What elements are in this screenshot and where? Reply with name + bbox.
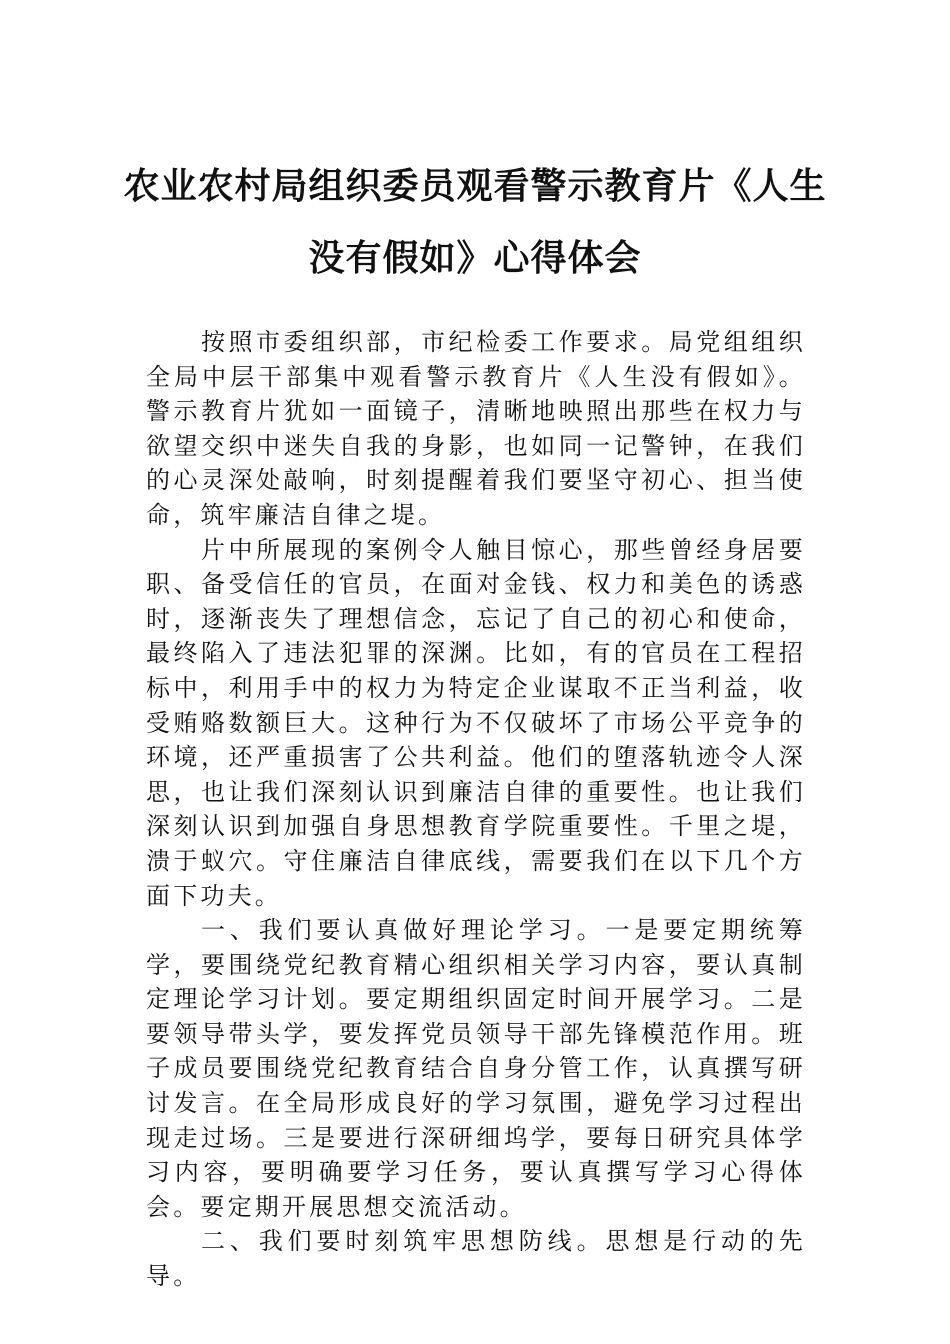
paragraph-cases: 片中所展现的案例令人触目惊心，那些曾经身居要职、备受信任的官员，在面对金钱、权力和美色的诱惑时，逐渐丧失了理想信念，忘记了自己的初心和使命，最终陷入了违法犯罪的深渊。比如，有的官员在工程招标中，利用手中的权力为特定企业谋取不正当利益，收受贿赂数额巨大。这种行为不仅破坏了市场公平竞争的环境，还严重损害了公共利益。他们的堕落轨迹令人深思，也让我们深刻认识到廉洁自律的重要性。也让我们深刻认识到加强自身思想教育学院重要性。千里之堤，溃于蚁穴。守住廉洁自律底线，需要我们在以下几个方面下功夫。	[146, 535, 806, 910]
document-title: 农业农村局组织委员观看警示教育片《人生没有假如》心得体会	[123, 165, 827, 279]
document-body	[146, 325, 806, 1294]
paragraph-ideology-defense: 二、我们要时刻筑牢思想防线。思想是行动的先导。	[146, 1227, 806, 1291]
paragraph-theory-study: 一、我们要认真做好理论学习。一是要定期统筹学，要围绕党纪教育精心组织相关学习内容，要认真制定理论学习计划。要定期组织固定时间开展学习。二是要领导带头学，要发挥党员领导干部先锋模范作用。班子成员要围绕党纪教育结合自身分管工作，认真撰写研讨发言。在全局形成良好的学习氛围，避免学习过程出现走过场。三是要进行深研细坞学，要每日研究具体学习内容，要明确要学习任务，要认真撰写学习心得体会。要定期开展思想交流活动。	[146, 916, 806, 1221]
paragraph-intro: 按照市委组织部，市纪检委工作要求。局党组组织全局中层干部集中观看警示教育片《人生没有假如》。警示教育片犹如一面镜子，清晰地映照出那些在权力与欲望交织中迷失自我的身影，也如同一记警钟，在我们的心灵深处敲响，时刻提醒着我们要坚守初心、担当使命，筑牢廉洁自律之堤。	[146, 328, 806, 529]
